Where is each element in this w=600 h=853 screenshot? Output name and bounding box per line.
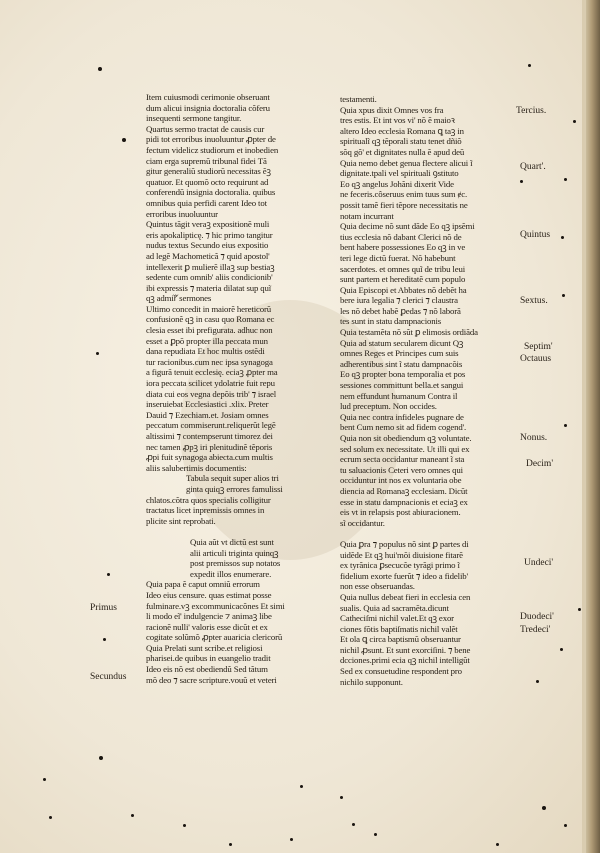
right-text-line: ex tyrãnica ꝑsecucõe tyrãgi primo ĩ — [340, 560, 460, 571]
left-text-line: racionẽ nulli' valoris esse dicũt et ex — [146, 621, 268, 632]
left-text-line: mõ deo ⁊ sacre scripture.vouũ et veteri — [146, 674, 277, 685]
left-text-line: sedente cum omnib' aliis condicionib' — [146, 272, 273, 283]
left-text-line: clesia esset ibi prefigurata. adhuc non — [146, 325, 273, 336]
right-text-line: nichil ꝓsunt. Et sunt exorciſini. ⁊ bene — [340, 644, 471, 655]
right-text-line: fidelium exorte fuerũt ⁊ ideo a fidelib' — [340, 570, 468, 581]
right-text-line: esse in statu dampnacionis et eciaꝫ ex — [340, 496, 468, 507]
left-text-line: Item cuiusmodi cerimonie obseruant — [146, 92, 270, 102]
left-text-line: diata cui eos vegna depõis trib' ⁊ israel — [146, 388, 277, 399]
left-text-line: inseruiebat Ecclesiastici .xlix. Preter — [146, 399, 269, 410]
left-text-line: Quia aũt vt dictũ est sunt — [190, 536, 274, 547]
left-text-column — [146, 92, 321, 685]
left-text-line: li modo eĩ' indulgencie ⁊ animaꝫ libe — [146, 611, 272, 622]
right-text-line: bent habere possessiones Eo qꝫ in ve — [340, 242, 466, 253]
left-text-line: eris apokalipticę. ⁊ hic primo tangitur — [146, 229, 273, 240]
right-text-line: lud preceptum. Non occides. — [340, 401, 437, 412]
right-text-line: adherentibus sint ĩ statu dampnacõis — [340, 358, 463, 369]
left-text-line: insequenti sermone tangitur. — [146, 113, 242, 124]
right-text-line: Quia Episcopi et Abbates nõ debẽt ha — [340, 284, 467, 295]
margin-note-quintus: Quintus — [520, 230, 551, 240]
book-binding — [586, 0, 600, 853]
left-text-line: esset a ꝑpõ propter illa peccata mun — [146, 335, 268, 346]
left-text-line: chlatos.cõtra quos specialis colligitur — [146, 494, 271, 505]
margin-note-duodecimus: Duodeci' — [520, 612, 554, 622]
ink-speck — [49, 816, 52, 819]
left-text-line: dum alicui insignia doctoralia cõferu — [146, 102, 270, 113]
right-text-line: nem effundunt humanum Contra il — [340, 390, 458, 401]
ink-speck — [340, 796, 343, 799]
right-text-line: Quia nec contra infideles pugnare de — [340, 411, 464, 422]
ink-speck — [520, 180, 523, 183]
left-text-line: ibi expressis ⁊ materia dilatat sup quĩ — [146, 282, 272, 293]
left-text-line: plicite sint reprobati. — [146, 515, 216, 526]
right-text-line — [340, 528, 512, 539]
right-text-line: Et ola ꝗ circa baptismũ obseruantur — [340, 634, 461, 645]
right-text-line: occiduntur int nos ex voluntaria obe — [340, 475, 462, 486]
ink-speck — [528, 64, 531, 67]
left-text-line: Dauid ⁊ Ezechiam.et. Josiam omnes — [146, 409, 269, 420]
left-text-line: dana repudiata Et hoc multis ostẽdi — [146, 346, 265, 357]
right-text-line: ne feceris.côseruus enim tuus sum ɇc. — [340, 189, 468, 200]
right-text-line: omnes Reges et Principes cum suis — [340, 348, 459, 359]
left-text-line: altissimi ⁊ contempserunt timorez dei — [146, 431, 273, 441]
ink-speck — [290, 838, 293, 841]
margin-note-quartus: Quart'. — [520, 162, 546, 172]
right-text-line: tius ecclesia nõ dabant Clerici nõ de — [340, 231, 462, 242]
ink-speck — [183, 824, 186, 827]
left-text-line: aliis salubertimis documentis: — [146, 462, 247, 473]
right-text-line: Eo qꝫ angelus Johãni dixerit Vide — [340, 178, 454, 189]
right-text-line: sõq gõ' et dignitates nulla ẽ apud deũ — [340, 146, 465, 157]
ink-speck — [536, 680, 539, 683]
right-text-line: Quia decime nõ sunt dãde Eo qꝫ ipsẽmi — [340, 221, 475, 232]
left-text-line: Ideo eis nõ est obediendũ Sed tãtum — [146, 664, 268, 675]
ink-speck — [107, 573, 110, 576]
right-text-line: non esse obseruandas. — [340, 581, 415, 592]
ink-speck — [99, 756, 103, 760]
left-text-line: ciam erga supremũ tribunal fidei Tã — [146, 155, 267, 166]
left-text-line: Ideo eius censure. quas estimat posse — [146, 589, 272, 600]
ink-speck — [229, 843, 232, 846]
left-text-line: omnibus quia perfidi carent Ideo tot — [146, 197, 267, 208]
left-text-line: conferendũ insignia doctoralia. quibus — [146, 187, 276, 198]
ink-speck — [578, 608, 581, 611]
margin-note-tercius: Tercius. — [516, 106, 547, 116]
margin-note-octauus: Octauus — [520, 354, 552, 364]
left-text-line: fectum videlicz studiorum et inobedien — [146, 144, 279, 155]
left-text-line: Ultimo concedit in maiorẽ hereticorũ — [146, 303, 272, 314]
left-text-line: intellexerit ꝑ mulierẽ illaꝫ sup bestiaꝫ — [146, 261, 275, 272]
left-text-line: ginta quiqꝫ errores famulissi — [186, 483, 283, 494]
left-text-line: fulminare.vꝫ excommunicacõnes Et simi — [146, 600, 285, 611]
right-text-line: altero Ideo ecclesia Romana ꝗ taꝫ in — [340, 125, 464, 136]
right-text-line: nichilo supponunt. — [340, 676, 403, 687]
right-text-line: Quia ad statum secularem dicunt Qꝫ — [340, 337, 464, 348]
ink-speck — [43, 778, 46, 781]
left-text-line: post premissos sup notatos — [190, 558, 281, 569]
left-text-line: iora peccata scilicet ydolatrie fuit repu — [146, 378, 275, 389]
left-text-line: erroribus inuoluuntur — [146, 208, 218, 219]
margin-note-sextus: Sextus. — [520, 296, 548, 306]
left-text-line: Quartus sermo tractat de causis cur — [146, 123, 265, 134]
right-text-line: Quia nullus debeat fieri in ecclesia cen — [340, 591, 471, 602]
margin-note-tredecimus: Tredeci' — [520, 625, 551, 635]
left-text-line — [146, 526, 321, 537]
margin-note-decimus: Decim' — [526, 459, 554, 469]
right-text-line: dcciones.primi ecia qꝫ nichil intelligũt — [340, 655, 470, 666]
left-text-line: ad legẽ Machometicã ⁊ quid apostol' — [146, 250, 270, 261]
left-text-line: quatuor. Et quomõ octo requirunt ad — [146, 176, 269, 187]
right-text-line: tes sunt in statu dampnacionis — [340, 316, 442, 327]
ink-speck — [103, 638, 106, 641]
ink-speck — [560, 648, 563, 651]
right-text-line: sĩ occidantur. — [340, 517, 385, 528]
right-text-line: possit tamẽ fieri tẽpore necessitatis ne — [340, 199, 468, 210]
margin-note-secundus: Secundus — [90, 672, 127, 682]
left-text-line: expedit illos enumerare. — [190, 568, 272, 579]
right-text-line: tres estis. Et int vos vi' nõ ẽ maioꝛ — [340, 115, 455, 126]
left-text-line: pidi tot erroribus inuoluuntur ꝓpter de — [146, 134, 276, 145]
ink-speck — [564, 178, 567, 181]
right-text-line: spiritualĩ qꝫ tẽporali statu tenet dñiõ — [340, 136, 462, 147]
left-text-line: nudus textus Secundo eius expositio — [146, 240, 269, 251]
right-text-line: bere iura legalia ⁊ clerici ⁊ claustra — [340, 295, 458, 306]
margin-note-undecimus: Undeci' — [524, 558, 554, 568]
left-text-line: pharisei.de quibus in euangelio tradit — [146, 653, 271, 664]
right-text-line: diencia ad Romanaꝫ ecclesiam. Dicũt — [340, 485, 468, 496]
left-text-line: cogitate solũmõ ꝓpter auaricia clericorũ — [146, 632, 283, 643]
right-text-line: ecrum secta occidantur maneant ĩ sta — [340, 454, 465, 465]
left-text-line: a figurã tenuit ecclesię. eciaꝫ ꝓpter ma — [146, 367, 278, 378]
right-text-line: notam incurrant — [340, 210, 394, 221]
right-text-line: bent Cum nemo sit ad fidem cogend'. — [340, 422, 467, 433]
right-text-line: uidẽde Et qꝫ hui'mõi diuisione fitarẽ — [340, 549, 463, 560]
left-text-line: confusionẽ qꝫ in casu quo Romana ec — [146, 314, 275, 325]
ink-speck — [573, 120, 576, 123]
right-text-line: les nõ debet habẽ ꝑedas ⁊ nõ laborã — [340, 305, 461, 316]
margin-note-nonus: Nonus. — [520, 433, 548, 443]
left-text-line: tractatus licet inpremissis omnes in — [146, 505, 265, 516]
right-text-line: Quia non sit obediendum qꝫ voluntate. — [340, 433, 472, 443]
ink-speck — [562, 294, 565, 297]
ink-speck — [496, 843, 499, 846]
right-text-line: eis vt in relapsis post abiuracionem. — [340, 507, 461, 518]
margin-note-primus: Primus — [90, 603, 117, 613]
left-text-line: tur racionibus.cum nec ipsa synagoga — [146, 356, 273, 367]
ink-speck — [561, 236, 564, 239]
right-text-line: Quia ꝑra ⁊ populus nõ sint ꝑ partes di — [340, 538, 469, 549]
right-text-line: Eo qꝫ propter bona temporalia et pos — [340, 369, 466, 380]
left-text-line: peccatum commiserunt.reliquerũt legẽ — [146, 420, 276, 431]
ink-speck — [300, 785, 303, 788]
ink-speck — [122, 138, 126, 142]
right-text-line: ciones fõtis baptiſmatis nichil valẽt — [340, 623, 458, 634]
left-text-line: Tabula sequit super alios tri — [186, 473, 279, 484]
ink-speck — [564, 424, 567, 427]
right-text-line: Quia xpus dixit Omnes vos fra — [340, 104, 444, 115]
right-text-line: Sed ex consuetudine respondent pro — [340, 666, 462, 677]
left-text-line: nec tamen ꝓpꝫ iri plenitudinẽ tẽporis — [146, 441, 273, 452]
right-text-line: Quia testamẽta nõ sũt ꝑ elimosis ordiãda — [340, 327, 478, 338]
left-text-line: qꝫ admirᷓ sermones — [146, 293, 212, 304]
ink-speck — [374, 833, 377, 836]
ink-speck — [542, 806, 546, 810]
left-text-line: Quintus tãgit veraꝫ expositionẽ muli — [146, 219, 270, 230]
right-text-line: Catheciſmi nichil valet.Et qꝫ exor — [340, 613, 454, 624]
left-text-line: gitur generaliũ studiorũ necessitas ẽꝫ — [146, 166, 271, 177]
left-text-line: Quia papa ẽ caput omniũ errorum — [146, 579, 260, 590]
ink-speck — [98, 67, 102, 71]
ink-speck — [564, 824, 567, 827]
ink-speck — [131, 814, 134, 817]
ink-speck — [352, 823, 355, 826]
left-text-line: Quia Prelati sunt scribe.et religiosi — [146, 642, 263, 653]
margin-note-septimus: Septim' — [524, 342, 553, 352]
ink-speck — [96, 352, 99, 355]
right-text-column — [340, 94, 512, 687]
left-text-line: alii articuli triginta quinqꝫ — [190, 547, 279, 558]
right-text-line: sed solum ex necessitate. Ut illi qui ex — [340, 443, 470, 454]
right-text-line: tu saluacionis Ceteri vero omnes qui — [340, 464, 463, 475]
right-text-line: teri lege dictũ fuerat. Nõ habebunt — [340, 252, 456, 263]
right-text-line: testamenti. — [340, 94, 377, 104]
left-text-line: ꝓpi fuit synagoga abiecta.cum multis — [146, 452, 273, 463]
right-text-line: sunt partem et hereditatẽ cum populo — [340, 274, 466, 285]
right-text-line: dignitate.tpali vel spirituali ꝯstituto — [340, 168, 459, 179]
right-text-line: sualis. Quia ad sacramẽta.dicunt — [340, 602, 449, 613]
right-text-line: sessiones committunt bella.et sangui — [340, 380, 464, 391]
right-text-line: Quia nemo debet genua flectere alicui ĩ — [340, 157, 473, 168]
right-text-line: sacerdotes. et omnes quĩ de tribu leui — [340, 263, 465, 274]
